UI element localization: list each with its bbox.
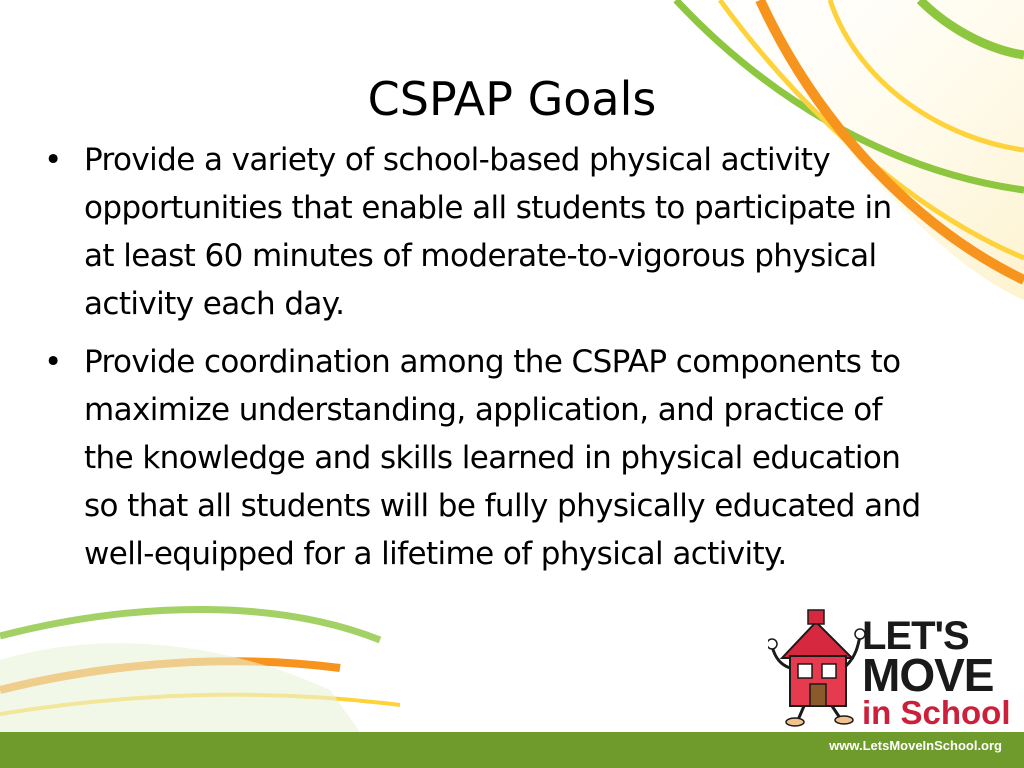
bullet-item: [44, 136, 924, 328]
bullet-text: Provide coordination among the CSPAP components to maximize understanding, application, and practice of the knowledge and skills learned in physical education so that all students will be fully physically educated and well-equipped for a lifetime of physical activity.: [84, 344, 921, 572]
bullet-glyph: •: [44, 142, 62, 178]
slide-title: CSPAP Goals: [367, 72, 657, 126]
lets-move-logo-text: [862, 614, 1011, 731]
bullet-item: [44, 338, 924, 578]
bullet-glyph: •: [44, 344, 62, 380]
logo-lets: LET'S: [862, 614, 969, 658]
logo-move: MOVE: [862, 649, 994, 701]
bullet-text: Provide a variety of school-based physical activity opportunities that enable all students to participate in at least 60 minutes of moderate-to-vigorous physical activity each day.: [84, 142, 892, 322]
green-swoosh-bottom: [0, 609, 380, 640]
green-swoosh-bottom-2: [0, 643, 360, 732]
bullet-list: [44, 136, 924, 588]
footer-url: www.LetsMoveInSchool.org: [829, 738, 1002, 753]
logo-in-school: in School: [862, 694, 1011, 731]
